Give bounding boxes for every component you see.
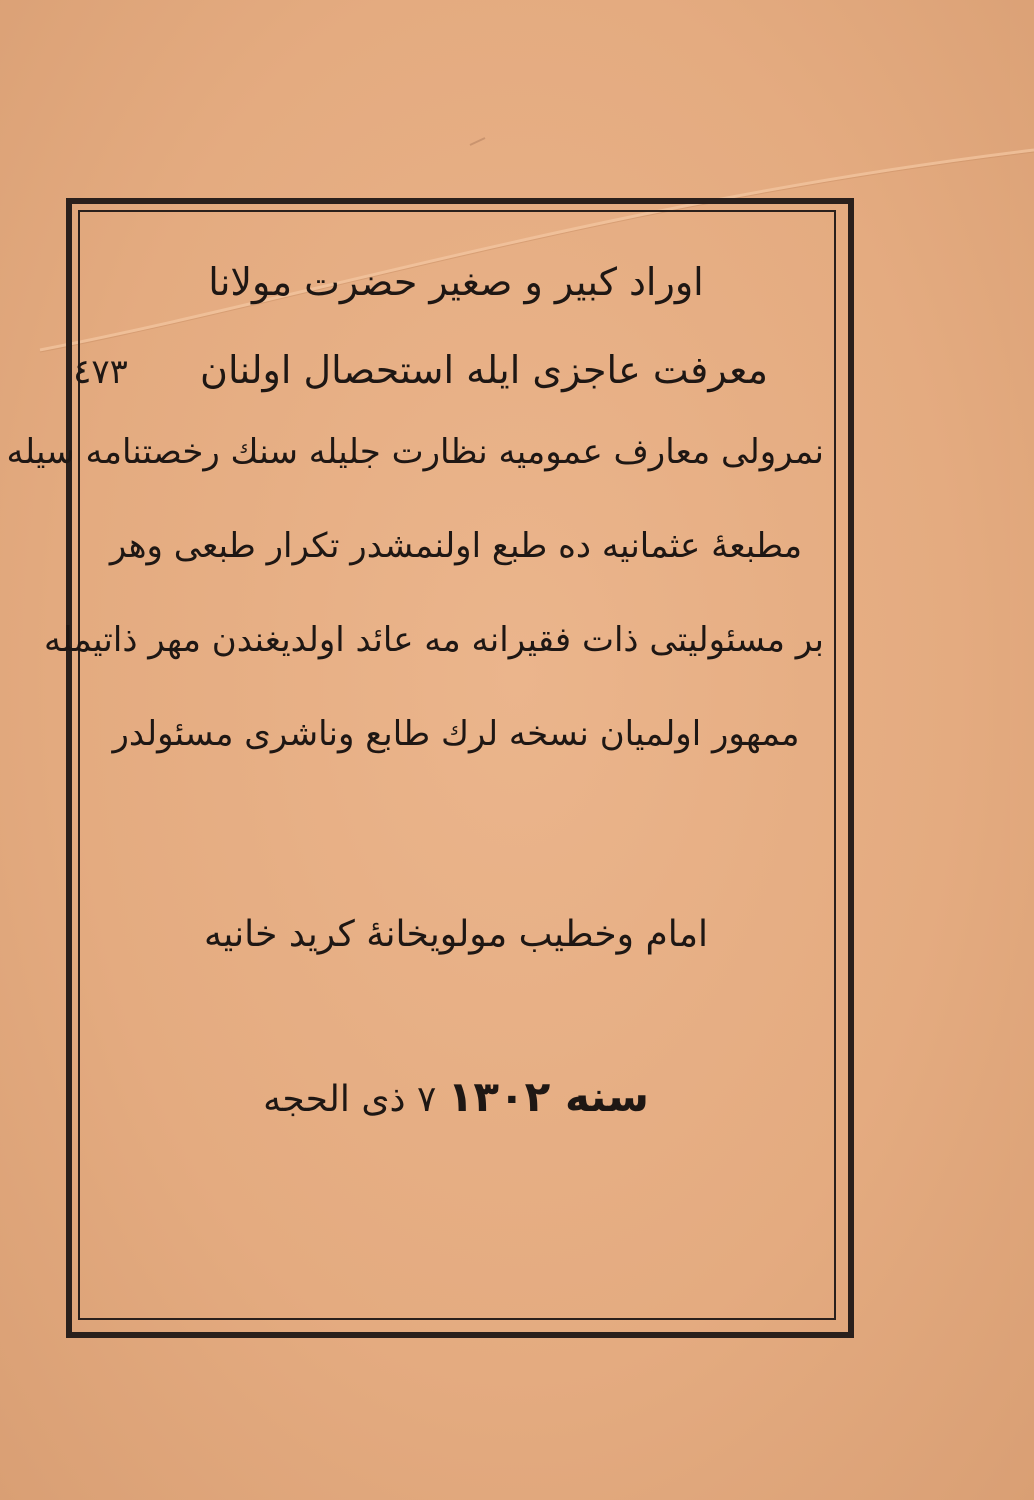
license-panel — [6, 220, 824, 1310]
license-number: ٤٧٣ — [73, 352, 128, 392]
date-year: سنه ١٣٠٢ — [447, 1072, 649, 1121]
body-line-3: بر مسئوليتى ذات فقيرانه مه عائد اولديغندن مهر ذاتيمله — [44, 620, 824, 660]
date-month: ذى الحجه — [263, 1079, 406, 1120]
date-day: ٧ — [416, 1079, 437, 1120]
license-line — [73, 348, 824, 392]
book-title: اوراد كبير و صغير حضرت مولانا — [208, 260, 704, 304]
body-line-1: نمرولى معارف عموميه نظارت جليله سنك رخصتنامه سيله — [6, 432, 824, 472]
publication-date — [88, 1072, 824, 1121]
publisher-signature: امام وخطيب مولويخانهٔ كريد خانيه — [203, 914, 709, 955]
license-text: معرفت عاجزى ايله استحصال اولنان — [200, 348, 768, 392]
body-line-4: ممهور اولميان نسخه لرك طابع وناشرى مسئولدر — [112, 714, 800, 754]
body-line-2: مطبعهٔ عثمانيه ده طبع اولنمشدر تكرار طبعى وهر — [109, 526, 803, 566]
